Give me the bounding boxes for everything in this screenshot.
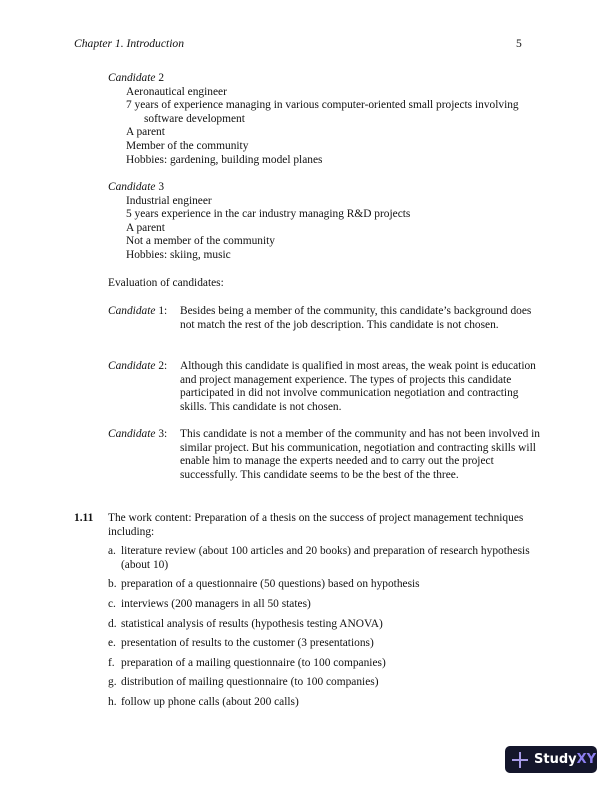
candidate-2-profile [108,72,548,167]
work-item: a. literature review (about 100 articles and 20 books) and preparation of research hypothesis (about 10) [108,545,530,571]
profile-line: Member of the community [126,139,249,152]
evaluation-item [108,305,548,332]
evaluation-text: This candidate is not a member of the community and has not been involved in similar project. But his communication, negotiation and contracting skills will enable him to manage the experts needed and to carry out the project successfully. This candidate seems to be the best of the three. [180,428,540,482]
profile-line: Hobbies: skiing, music [126,248,231,261]
work-item: e. presentation of results to the customer (3 presentations) [108,637,374,649]
running-header: Chapter 1. Introduction [74,37,185,50]
evaluation-label: Candidate 3: [108,428,168,440]
work-item: g. distribution of mailing questionnaire (to 100 companies) [108,676,379,688]
work-item: h. follow up phone calls (about 200 calls) [108,696,299,708]
page-number: 5 [516,37,522,50]
brand-name: StudyXY [534,752,597,767]
evaluation-label: Candidate 2: [108,360,168,372]
work-item: c. interviews (200 managers in all 50 states) [108,598,311,610]
profile-line: A parent [126,126,165,139]
profile-line: Industrial engineer [126,194,212,207]
candidate-title: Candidate 3 [108,181,165,193]
candidate-title: Candidate 2 [108,72,165,84]
evaluation-item [108,360,548,415]
candidate-3-profile [108,181,548,263]
work-item: b. preparation of a questionnaire (50 questions) based on hypothesis [108,578,420,590]
profile-line: A parent [126,221,165,234]
evaluation-label: Candidate 1: [108,305,168,317]
section-intro: The work content: Preparation of a thesis on the success of project management techniques including: [108,512,524,538]
profile-line: 7 years of experience managing in various computer-oriented small projects involving software development [126,99,519,125]
profile-line: Hobbies: gardening, building model planes [126,153,323,166]
evaluation-text: Besides being a member of the community, this candidate’s background does not match the rest of the job description. This candidate is not chosen. [180,305,532,331]
work-item: d. statistical analysis of results (hypothesis testing ANOVA) [108,618,383,630]
evaluation-text: Although this candidate is qualified in most areas, the weak point is education and project management experience. The types of projects this candidate participated in did not involve communication negotiation and contracting skills. This candidate is not chosen. [180,360,536,414]
section-number: 1.11 [74,512,94,524]
plus-icon [512,752,528,768]
profile-line: 5 years experience in the car industry managing R&D projects [126,208,411,221]
work-item: f. preparation of a mailing questionnaire (to 100 companies) [108,657,386,669]
studyxy-badge[interactable] [505,746,597,773]
evaluation-heading: Evaluation of candidates: [108,277,224,289]
evaluation-item [108,428,548,483]
profile-line: Not a member of the community [126,235,275,248]
profile-line: Aeronautical engineer [126,85,227,98]
